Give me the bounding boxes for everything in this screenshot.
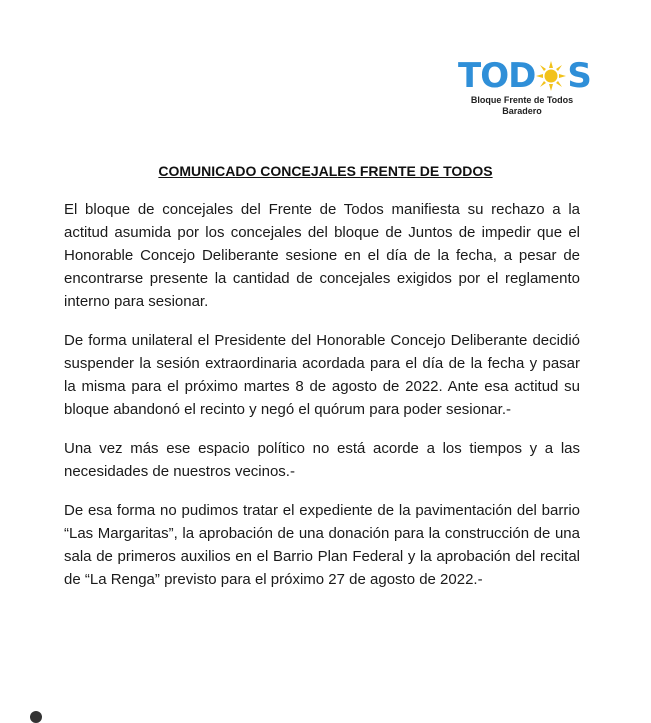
paragraph-4: De esa forma no pudimos tratar el expediente de la pavimentación del barrio “Las Margaritas”, la aprobación de una donación para la construcción de una sala de primeros auxilios en el Barrio Plan Federal y la aprobación del recital de “La Renga” previsto para el próximo 27 de agosto de 2022.- — [64, 502, 580, 588]
paragraph-1: El bloque de concejales del Frente de Todos manifiesta su rechazo a la actitud asumida por los concejales del bloque de Juntos de impedir que el Honorable Concejo Deliberante sesione en el día de la fecha, a pesar de encontrarse presente la cantidad de concejales exigidos por el reglamento interno para sesionar. — [64, 201, 580, 310]
paragraph-2: De forma unilateral el Presidente del Honorable Concejo Deliberante decidió suspender la sesión extraordinaria acordada para el día de la fecha y pasar la misma para el próximo martes 8 de agosto de 2022. Ante esa actitud su bloque abandonó el recinto y negó el quórum para poder sesionar.- — [64, 332, 580, 418]
sun-icon — [536, 61, 566, 91]
logo-subtitle-line1: Bloque Frente de Todos — [470, 95, 574, 105]
paragraph-3: Una vez más ese espacio político no está acorde a los tiempos y a las necesidades de nuestros vecinos.- — [64, 440, 580, 480]
logo-text-s: S — [567, 56, 591, 96]
document-title: COMUNICADO CONCEJALES FRENTE DE TODOS — [158, 163, 493, 179]
logo-subtitle-line2: Baradero — [502, 106, 542, 116]
corner-mark — [30, 711, 42, 723]
logo-wordmark — [458, 58, 591, 94]
logo-text-tod: TOD — [458, 56, 536, 96]
document-body — [64, 198, 580, 607]
todos-logo — [452, 58, 592, 128]
logo-subtitle — [452, 95, 592, 117]
